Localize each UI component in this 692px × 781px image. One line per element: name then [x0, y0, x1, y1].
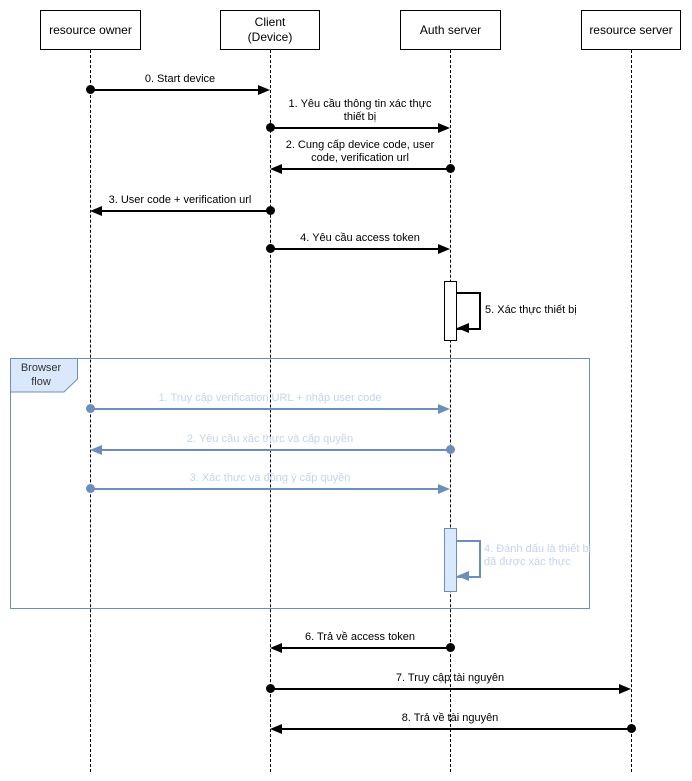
source-dot-icon — [627, 724, 636, 733]
message-label: 6. Trả về access token — [304, 631, 416, 643]
arrowhead-right-icon — [619, 684, 631, 694]
message-label: 3. Xác thực và đồng ý cấp quyền — [189, 472, 351, 484]
actor-label: Auth server — [419, 22, 482, 37]
arrowhead-left-icon — [90, 445, 102, 455]
message-line — [90, 89, 260, 91]
source-dot-icon — [86, 85, 95, 94]
arrowhead-left-icon — [270, 724, 282, 734]
arrowhead-left-icon — [457, 571, 469, 581]
actor-sublabel: (Device) — [247, 30, 293, 44]
message-label: 3. User code + verification url — [108, 194, 252, 206]
arrowhead-right-icon — [438, 404, 450, 414]
actor-box-resource-owner — [40, 10, 141, 50]
source-dot-icon — [266, 206, 275, 215]
actor-label: Client — [254, 15, 286, 29]
message-line — [280, 168, 450, 170]
message-label: 4. Yêu cầu access token — [300, 232, 420, 244]
lifeline-resource-server — [631, 50, 632, 772]
message-label: 5. Xác thực thiết bị — [485, 304, 577, 316]
message-line — [280, 728, 631, 730]
arrowhead-right-icon — [438, 244, 450, 254]
arrowhead-left-icon — [270, 164, 282, 174]
source-dot-icon — [446, 643, 455, 652]
message-label: 0. Start device — [144, 73, 216, 85]
source-dot-icon — [86, 484, 95, 493]
actor-label: resource server — [589, 22, 673, 37]
arrowhead-right-icon — [438, 123, 450, 133]
message-label: 1. Yêu cầu thông tin xác thực thiết bị — [288, 98, 432, 123]
message-line — [100, 210, 270, 212]
arrowhead-left-icon — [457, 323, 469, 333]
browser-flow-label: Browser flow — [20, 362, 62, 388]
activation-bar — [444, 528, 457, 592]
arrowhead-left-icon — [90, 206, 102, 216]
message-line — [270, 127, 440, 129]
message-line — [280, 647, 450, 649]
source-dot-icon — [266, 244, 275, 253]
message-label: 4. Đánh dấu là thiết bị đã được xác thực — [484, 543, 592, 568]
message-line — [270, 248, 440, 250]
source-dot-icon — [446, 164, 455, 173]
message-line — [270, 688, 621, 690]
message-line — [100, 449, 450, 451]
message-label: 1. Truy cập verification URL + nhập user code — [158, 392, 382, 404]
message-label: 2. Cung cấp device code, user code, verification url — [285, 139, 435, 164]
source-dot-icon — [266, 123, 275, 132]
message-label: 7. Truy cập tài nguyên — [395, 672, 505, 684]
message-line — [90, 408, 440, 410]
message-label: 8. Trả về tài nguyên — [401, 712, 499, 724]
arrowhead-left-icon — [270, 643, 282, 653]
actor-box-resource-server — [581, 10, 681, 50]
arrowhead-right-icon — [438, 484, 450, 494]
actor-box-auth-server — [400, 10, 501, 50]
source-dot-icon — [446, 445, 455, 454]
message-label: 2. Yêu cầu xác thực và cấp quyền — [186, 433, 354, 445]
actor-box-client-device — [220, 10, 320, 50]
arrowhead-right-icon — [258, 85, 270, 95]
source-dot-icon — [86, 404, 95, 413]
source-dot-icon — [266, 684, 275, 693]
activation-bar — [444, 281, 457, 341]
message-line — [90, 488, 440, 490]
actor-label: resource owner — [49, 22, 132, 37]
